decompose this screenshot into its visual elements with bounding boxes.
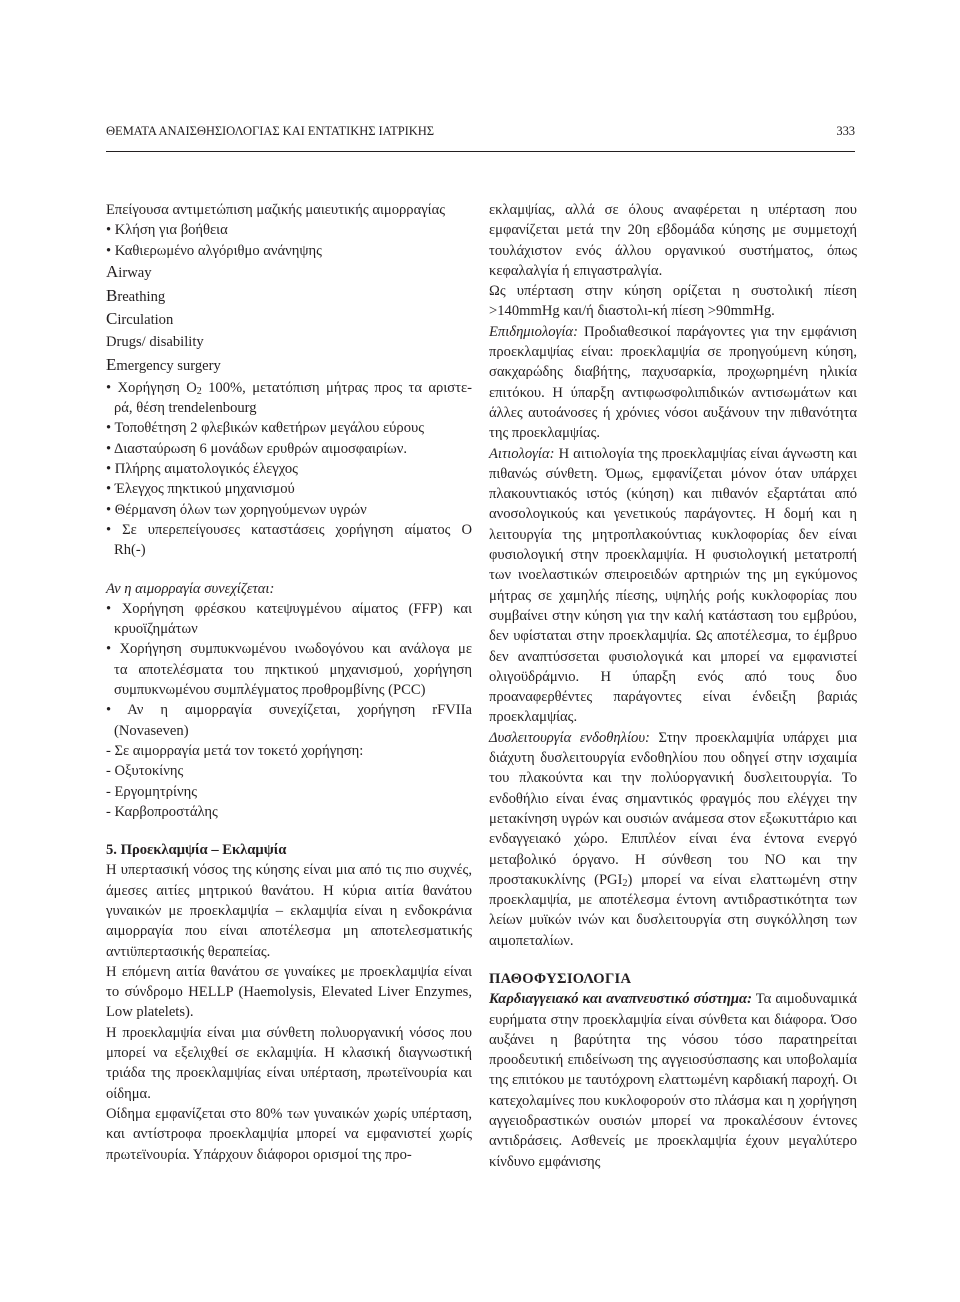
abcde-list <box>106 261 472 378</box>
paragraph-oedema: Οίδημα εμφανίζεται στο 80% των γυναικών χωρίς υπέρταση, και αντίστροφα προεκλαμψία μπορεί να εμφανιστεί χωρίς πρωτεϊνουρία. Υπάρχουν διάφοροι ορισμοί της προ- <box>106 1105 472 1163</box>
intro-line: Επείγουσα αντιμετώπιση μαζικής μαιευτικής αιμορραγίας <box>106 202 446 218</box>
paragraph-hellp: Η επόμενη αιτία θανάτου σε γυναίκες με προεκλαμψία είναι το σύνδρομο HELLP (Haemolysis, Elevated Liver Enzymes, Low platelets). <box>106 963 472 1021</box>
bullet-rfviia-cont: (Novaseven) <box>114 722 189 739</box>
bullet-emergency-blood: • Σε υπερεπείγουσες καταστάσεις χορήγηση αίματος O <box>106 520 472 540</box>
bullet-catheters: • Τοποθέτηση 2 φλεβικών καθετήρων μεγάλου εύρους <box>106 418 472 438</box>
paragraph-hypertension: Ως υπέρταση στην κύηση ορίζεται η συστολική πίεση >140mmHg και/ή διαστολι-κή πίεση >90mmHg. <box>489 283 857 320</box>
paragraph-cardiovascular: Καρδιαγγειακό και αναπνευστικό σύστημα: Τα αιμοδυναμικά ευρήματα στην προεκλαμψία είναι σύνθετα και διάφορα. Όσο αυξάνει η βαρύτητα της νόσου τόσο παρατηρείται προοδευτική επιδείνωση της αγγειοσύσπασης και υποβολαμία της επιτόκου με ταυτόχρονη ελαττωμένη καρδιακή παροχή. Οι κατεχολαμίνες που κυκλοφορούν στο πλάσμα και η χορήγηση αγγειοδραστικών ουσιών μπορεί να προκαλέσουν έντονες αντιδράσεις. Ασθενείς με προεκλαμψία έχουν μεγαλύτερο κίνδυνο εμφάνισης <box>489 991 857 1170</box>
dash-carboprost: - Καρβοπροστάλης <box>106 803 218 820</box>
paragraph-definition: εκλαμψίας, αλλά σε όλους αναφέρεται η υπέρταση που εμφανίζεται μετά την 20η εβδομάδα κύησης με συμμετοχή τουλάχιστον ενός άλλου οργανικού συστήματος, όπως κεφαλαλγία ή επιγαστραλγία. <box>489 202 857 279</box>
page-number: 333 <box>836 124 855 138</box>
bullet-algorithm: • Καθιερωμένο αλγόριθμο ανάνηψης <box>106 241 472 261</box>
abc-drugs: Drugs/ disability <box>106 334 204 351</box>
bullet-fibrinogen: • Χορήγηση συμπυκνωμένου ινωδογόνου και ανάλογα με <box>106 639 472 659</box>
bullet-fibrinogen-cont1: τα αποτελέσματα του πηκτικού μηχανισμού, χορήγηση <box>114 661 472 678</box>
paragraph-endothelium: Δυσλειτουργία ενδοθηλίου: Στην προεκλαμψία υπάρχει μια διάχυτη δυσλειτουργία ενδοθηλίου που οδηγεί στην ισχαιμία του πλακούντα και την πολύοργανική δυσλειτουργία. Το ενδοθήλιο είναι ένας σημαντικός φραγμός που ελέγχει την μετακίνηση υγρών και ουσιών ανάμεσα στον εξωκυττάριο και ενδαγγειακό χώρο. Επιπλέον είναι ένα έντονα ενεργό μεταβολικό όργανο. Η σύνθεση του NO και την προστακυκλίνης $(PGI_2)$ μπορεί να είναι ελαττωμένη στην προεκλαμψία, με αποτέλεσμα έντονη αντιδραστικότητα των λείων μυϊκών ινών και δυσλειτουργία στη συγκόλληση των αιμοπεταλίων. <box>489 729 858 949</box>
left-column <box>106 200 472 1165</box>
bullet-coagulation: • Έλεγχος πηκτικού μηχανισμού <box>106 479 472 499</box>
journal-title: ΘΕΜΑΤΑ ΑΝΑΙΣΘΗΣΙΟΛΟΓΙΑΣ ΚΑΙ ΕΝΤΑΤΙΚΗΣ ΙΑΤΡΙΚΗΣ <box>106 124 434 138</box>
right-column <box>489 200 857 1172</box>
bullet-ffp-cont: κρυοϊζημάτων <box>114 621 198 638</box>
paragraph-triad: Η προεκλαμψία είναι μια σύνθετη πολυοργανική νόσος που μπορεί να εξελιχθεί σε εκλαμψία. Η κλασική διαγνωστική τριάδα της προεκλαμψίας είναι υπέρταση, πρωτεϊνουρία και οίδημα. <box>106 1024 472 1102</box>
bullet-oxygen: • Χορήγηση $O_2$ 100%, μετατόπιση μήτρας προς τα αριστε- <box>106 378 472 398</box>
bullet-emergency-blood-cont: Rh(-) <box>114 542 146 559</box>
abc-emergency: Emergency surgery <box>106 355 221 375</box>
bullet-crossmatch: • Διασταύρωση 6 μονάδων ερυθρών αιμοσφαιρίων. <box>106 439 472 459</box>
bullet-call-help: • Κλήση για βοήθεια <box>106 220 472 240</box>
continued-bleeding-heading: Αν η αιμορραγία συνεχίζεται: <box>106 580 275 597</box>
bullet-ffp: • Χορήγηση φρέσκου κατεψυγμένου αίματος (FFP) και <box>106 599 472 619</box>
bullet-fibrinogen-cont2: συμπυκνωμένου συμπλέγματος προθρομβίνης (PCC) <box>114 682 426 699</box>
paragraph-intro: Η υπερτασική νόσος της κύησης είναι μια από τις πιο συχνές, άμεσες αιτίες μητρικού θανάτου. Η κύρια αιτία θανάτου γυναικών με προεκλαμψία – εκλαμψία είναι η ενδοκράνια αιμορραγία που είναι αποτέλεσμα μη αποτελεσματικής αντιϋπερτασικής θεραπείας. <box>106 862 472 960</box>
paragraph-aetiology: Αιτιολογία: Η αιτιολογία της προεκλαμψίας είναι άγνωστη και πιθανώς σύνθετη. Όμως, εμφανίζεται μόνον όταν υπάρχει πλακουντιακός ιστός (κύηση) και πιθανόν εξαρτάται από ανοσολογικούς και γενετικούς παράγοντες. Η δομή και η λειτουργία της μητροπλακούντιας κυκλοφορίας δεν είναι φυσιολογική στην προεκλαμψία. Η φυσιολογική μετατροπή των ινοελαστικών σπειροειδών αρτηριών της μη εγκύμονος μήτρας σε χαμηλής πίεσης, υψηλής ροής κυκλοφορίας που συμβαίνει στην κύηση για την καλή κατάσταση του εμβρύου, δεν υφίσταται στην προεκλαμψία. Ως αποτέλεσμα, το έμβρυο δεν αναπτύσσεται φυσιολογικά και μπορεί να εμφανιστεί ολιγοϋδράμνιο. Η ύπαρξη ενός από τους δυο προαναφερθέντες παράγοντες είναι ένδειξη βαριάς προεκλαμψίας. <box>489 445 857 726</box>
bullet-warming: • Θέρμανση όλων των χορηγούμενων υγρών <box>106 500 472 520</box>
bullet-rfviia: • Αν η αιμορραγία συνεχίζεται, χορήγηση rFVIIa <box>106 700 472 720</box>
header-rule <box>106 151 855 152</box>
abc-circulation: Circulation <box>106 309 174 329</box>
dash-oxytocin: - Οξυτοκίνης <box>106 763 184 780</box>
abc-airway: Airway <box>106 261 152 281</box>
abc-breathing: Breathing <box>106 285 166 305</box>
running-header <box>106 124 855 144</box>
bullet-oxygen-cont: ρά, θέση trendelenbourg <box>114 400 257 417</box>
pathophysiology-heading: ΠΑΘΟΦΥΣΙΟΛΟΓΙΑ <box>489 970 632 987</box>
section-title: 5. Προεκλαμψία – Εκλαμψία <box>106 842 287 859</box>
dash-ergometrine: - Εργομητρίνης <box>106 783 197 800</box>
dash-postpartum: - Σε αιμορραγία μετά τον τοκετό χορήγηση: <box>106 742 364 759</box>
bullet-haematology: • Πλήρης αιματολογικός έλεγχος <box>106 459 472 479</box>
paragraph-epidemiology: Επιδημιολογία: Προδιαθεσικοί παράγοντες για την εμφάνιση προεκλαμψίας είναι: προεκλαμψία σε προηγούμενη κύηση, σακχαρώδης διαβήτης, παχυσαρκία, προχωρημένη ηλικία επιτόκου. Η ύπαρξη αντιφωσφολιπιδικών αντισωμάτων και άλλες αυτοάνοσες ή χρόνιες νόσοι αυξάνουν την πιθανότητα της προεκλαμψίας. <box>489 323 857 442</box>
